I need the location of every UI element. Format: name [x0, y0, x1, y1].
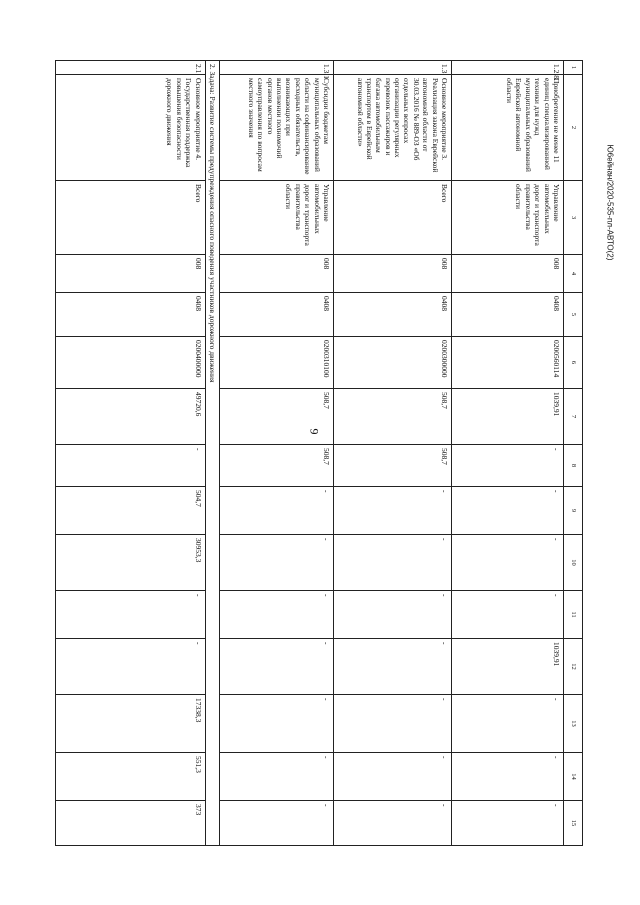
table-cell: 1039,91	[452, 389, 564, 445]
table-cell: -	[452, 487, 564, 535]
task-row	[205, 61, 219, 846]
table-cell: -	[220, 535, 334, 591]
table-cell: 1.3.1	[220, 61, 334, 75]
table-cell: -	[452, 801, 564, 846]
table-cell: -	[220, 753, 334, 801]
table-cell: 1.3	[334, 61, 452, 75]
table-cell: 17338,3	[55, 695, 205, 753]
column-header: 3	[564, 181, 583, 255]
table-cell: Субсидии бюджетам муниципальных образований области на софинансирование расходных обязательств, возникающих при выполнении полномочий органов местного самоуправления по вопросам местного значения	[220, 75, 334, 181]
table-cell: 008	[55, 255, 205, 293]
table-cell: -	[452, 445, 564, 487]
table-cell: 30953,3	[55, 535, 205, 591]
table-cell: -	[334, 753, 452, 801]
table-cell: -	[334, 639, 452, 695]
column-header: 2	[564, 75, 583, 181]
table-cell: -	[334, 487, 452, 535]
table-cell: 008	[452, 255, 564, 293]
table-cell: -	[220, 487, 334, 535]
table-cell: -	[55, 591, 205, 639]
column-header: 14	[564, 753, 583, 801]
table-row	[334, 61, 452, 846]
table-cell: -	[220, 639, 334, 695]
column-header: 8	[564, 445, 583, 487]
table-cell: 508,7	[220, 389, 334, 445]
column-header: 9	[564, 487, 583, 535]
document-id: Ю6ейнан/2020-535-пл-АВТО(2)	[605, 144, 615, 261]
column-header: 10	[564, 535, 583, 591]
rotated-table	[62, 60, 583, 845]
table-cell: -	[55, 445, 205, 487]
table-cell: -	[334, 801, 452, 846]
table-cell: 0200400000	[55, 337, 205, 389]
table-cell: -	[334, 535, 452, 591]
column-header: 5	[564, 293, 583, 337]
table-cell: 551,3	[55, 753, 205, 801]
budget-table-container	[62, 60, 583, 845]
table-cell: -	[220, 801, 334, 846]
table-cell: -	[452, 591, 564, 639]
column-header: 6	[564, 337, 583, 389]
budget-table	[55, 60, 583, 846]
table-cell: Основное мероприятие 4. Государственная поддержка повышения безопасности дорожного движения	[55, 75, 205, 181]
table-cell: 0200560114	[452, 337, 564, 389]
page-number: 9	[307, 428, 322, 435]
column-header: 4	[564, 255, 583, 293]
table-cell: -	[220, 695, 334, 753]
table-cell: -	[334, 695, 452, 753]
column-header: 1	[564, 61, 583, 75]
column-header: 7	[564, 389, 583, 445]
table-row	[564, 61, 583, 846]
table-cell: 508,7	[334, 445, 452, 487]
table-cell: Приобретение не менее 11 единиц специализированной техники для нужд муниципальных образований Еврейской автономной области	[452, 75, 564, 181]
table-cell: -	[220, 591, 334, 639]
table-row	[452, 61, 564, 846]
table-cell: -	[55, 639, 205, 695]
table-cell: 2.1	[55, 61, 205, 75]
table-cell: 0408	[334, 293, 452, 337]
table-row	[55, 61, 205, 846]
table-cell: 1.2.8.	[452, 61, 564, 75]
table-cell: Управление автомобильных дорог и транспорта правительства области	[220, 181, 334, 255]
table-cell: Основное мероприятие 3. Реализация закона Еврейской автономной области от 30.03.2016 № 889-ОЗ «Об отдельных вопросах организации регулярных перевозок пассажиров и багажа автомобильным транспортом в Еврейской автономной области»	[334, 75, 452, 181]
table-cell: 508,7	[220, 445, 334, 487]
column-header: 12	[564, 639, 583, 695]
table-cell: Всего	[334, 181, 452, 255]
table-cell: 1039,91	[452, 639, 564, 695]
column-header: 13	[564, 695, 583, 753]
column-header: 11	[564, 591, 583, 639]
table-cell: 0200310100	[220, 337, 334, 389]
table-cell: 504,7	[55, 487, 205, 535]
table-cell: 0408	[220, 293, 334, 337]
table-cell: 0408	[55, 293, 205, 337]
table-cell: 008	[220, 255, 334, 293]
table-cell: -	[452, 695, 564, 753]
table-cell: -	[334, 591, 452, 639]
table-row	[220, 61, 334, 846]
task-heading: 2. Задача: Развитие системы предупреждения опасного поведения участников дорожного движения	[205, 61, 219, 846]
table-cell: 0408	[452, 293, 564, 337]
table-cell: -	[452, 753, 564, 801]
table-cell: 508,7	[334, 389, 452, 445]
table-cell: Всего	[55, 181, 205, 255]
table-cell: 008	[334, 255, 452, 293]
table-cell: -	[452, 535, 564, 591]
column-header: 15	[564, 801, 583, 846]
table-cell: 373	[55, 801, 205, 846]
table-cell: Управление автомобильных дорог и транспорта правительства области	[452, 181, 564, 255]
table-cell: 0200300000	[334, 337, 452, 389]
table-cell: 49720,6	[55, 389, 205, 445]
